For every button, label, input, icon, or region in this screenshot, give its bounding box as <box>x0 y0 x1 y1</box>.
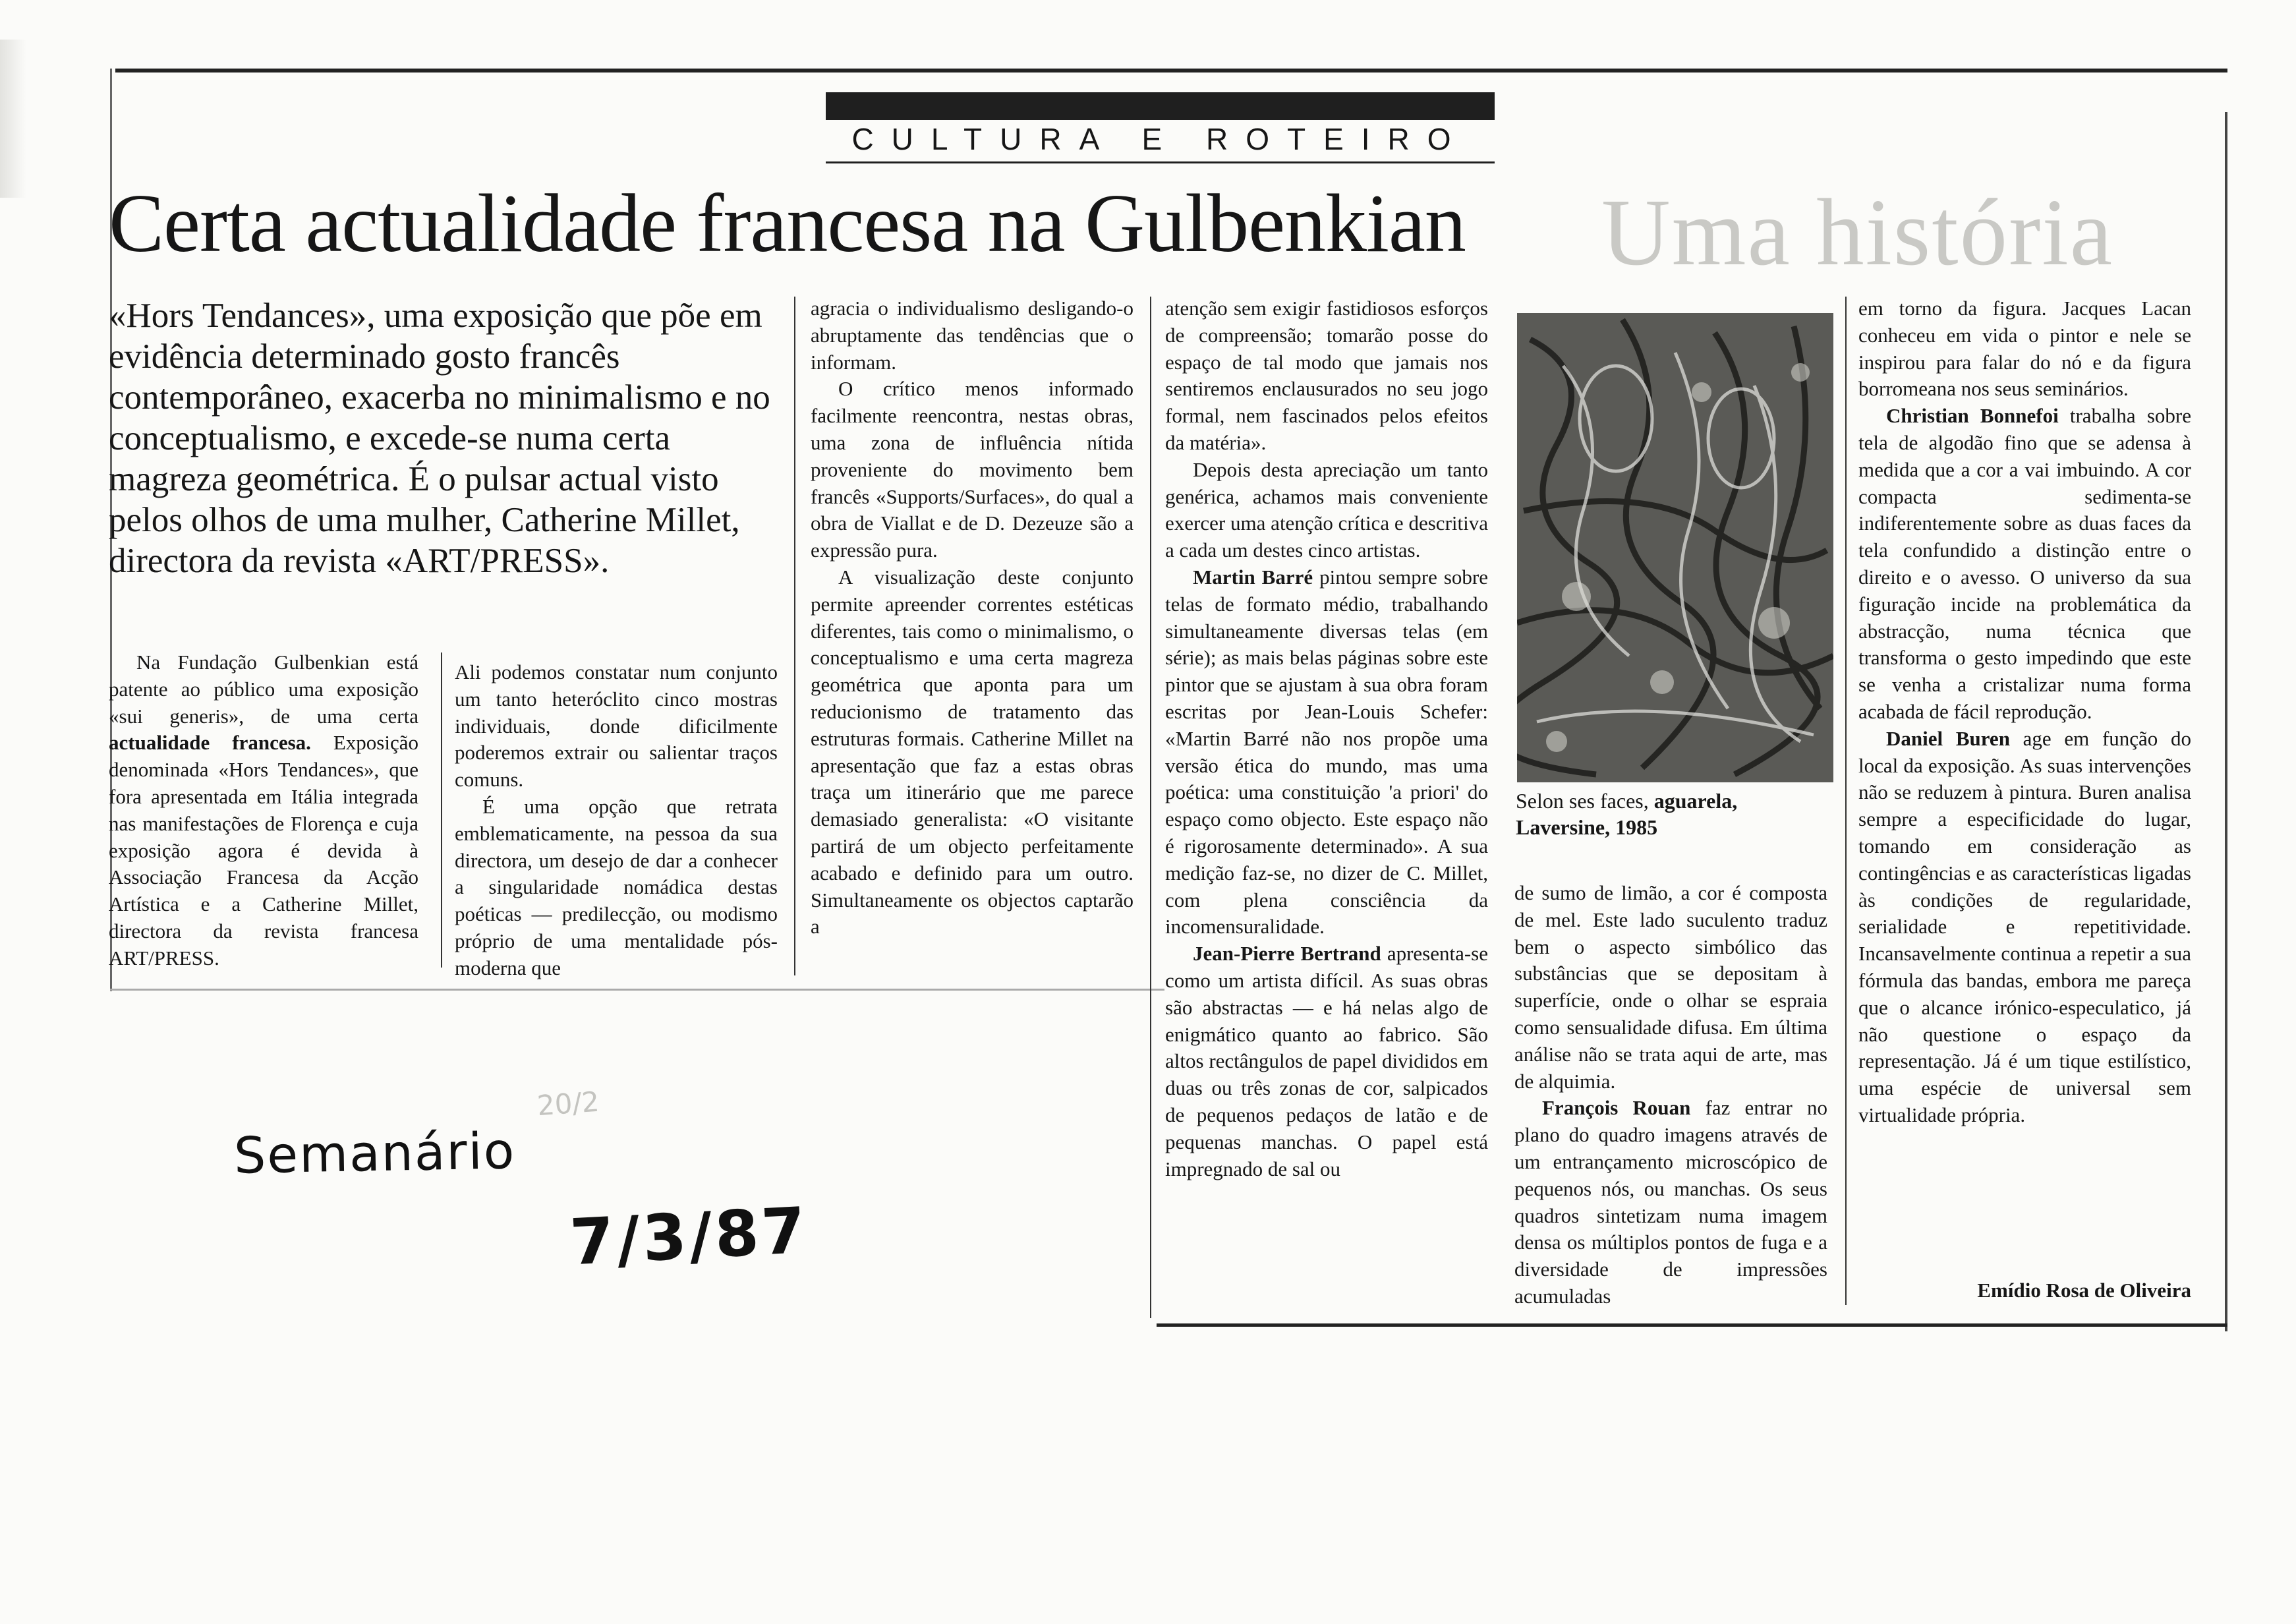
section-rule <box>826 161 1495 163</box>
paragraph: Christian Bonnefoi trabalha sobre tela de algodão fino que se adensa à medida que a cor a vai imbuindo. A cor compacta sedimenta-se indiferentemente sobre as duas faces da tela confundido a distinção entre o direito e o avesso. O universo da sua figuração incide na problemática da abstracção, numa técnica que transforma o gesto impedindo que este se venha a cristalizar numa forma acabada de fácil reprodução. <box>1858 404 2191 723</box>
artwork-photo <box>1517 313 1833 782</box>
column-rule <box>1845 297 1847 1305</box>
paragraph: O crítico menos informado facilmente reencontra, nestas obras, uma zona de influência nítida proveniente do movimento bem francês «Supports/Surfaces», do qual a obra de Viallat e de D. Dezeuze são a expressão pura. <box>811 377 1134 562</box>
clipping-cut-line <box>110 989 1164 991</box>
photo-caption: Selon ses faces, aguarela, Laversine, 1985 <box>1516 789 1738 839</box>
handwritten-publication: Semanário <box>233 1121 516 1185</box>
paragraph: Daniel Buren age em função do local da exposição. As suas intervenções não se reduzem à pintura. Buren analisa sempre a especificidade do lugar, tomando em consideração as contingências e as características ligadas às condições de regularidade, serialidade e repetitividade. Incansavelmente continua a repetir a sua fórmula das bandas, embora me pareça que o alcance irónico-especulatico, já não questione o espaço da representação. Já é um tique estilístico, uma espécie de universal sem virtualidade própria. <box>1858 726 2191 1126</box>
article-lede: «Hors Tendances», uma exposição que põe em evidência determinado gosto francês contemporâneo, exacerba no minimalismo e no conceptualismo, e excede-se numa certa magreza geométrica. É o pulsar actual visto pelos olhos de uma mulher, Catherine Millet, directora da revista «ART/PRESS». <box>109 297 770 580</box>
paragraph: A visualização deste conjunto permite apreender correntes estéticas diferentes, tais como o minimalismo, o conceptualismo e uma certa magreza geométrica que aponta para um reducionismo de tratamento das estruturas formais. Catherine Millet na apresentação que faz a estas obras traça um itinerário que me parece demasiado generalista: «O visitante partirá de um objecto perfeitamente acabado e definido para um outro. Simultaneamente os objectos captarão a <box>811 565 1134 939</box>
clipping-right-border <box>2225 112 2227 1331</box>
scan-edge-shadow <box>0 40 26 198</box>
article-headline: Certa actualidade francesa na Gulbenkian <box>109 178 1466 270</box>
paragraph: Jean-Pierre Bertrand apresenta-se como um artista difícil. As suas obras são abstractas — e há nelas algo de enigmático quanto ao fabrico. São altos rectângulos de papel divididos em duas ou três zonas de cor, salpicados de pequenos pedaços de latão e de pequenas manchas. O papel está impregnado de sal ou <box>1165 942 1489 1180</box>
section-bar <box>826 92 1495 120</box>
handwritten-faint-note: 20/2 <box>536 1085 600 1122</box>
paragraph: em torno da figura. Jacques Lacan conheceu em vida o pintor e nele se inspirou para falar do nó e da figura borromeana nos seus seminários. <box>1858 297 2191 401</box>
author-signature: Emídio Rosa de Oliveira <box>1977 1279 2191 1302</box>
clipping-bottom-border <box>1157 1323 2227 1327</box>
section-label: CULTURA E ROTEIRO <box>851 122 1469 156</box>
article-column-4 <box>1165 295 1488 1182</box>
handwritten-date: 7/3/87 <box>568 1193 810 1280</box>
column-rule <box>1150 297 1151 1318</box>
article-column-6 <box>1858 295 2191 1129</box>
clipping-top-border <box>115 69 2227 72</box>
paragraph: Na Fundação Gulbenkian está patente ao público uma exposição «sui generis», de uma certa actualidade francesa. Exposição denominada «Hors Tendances», que fora apresentada em Itália integrada nas manifestações de Florença e cuja exposição agora é devida à Associação Francesa da Acção Artística e a Catherine Millet, directora da revista francesa ART/PRESS. <box>109 651 418 970</box>
paragraph: É uma opção que retrata emblematicamente, na pessoa da sua directora, um desejo de dar a conhecer a singularidade nomádica destas poéticas — predilecção, ou modismo próprio de uma mentalidade pós-moderna que <box>455 794 778 979</box>
paragraph: de sumo de limão, a cor é composta de mel. Este lado suculento traduz bem o aspecto simbólico das substâncias que se depositam à superfície, onde o olhar se espraia como sensualidade difusa. Em última análise não se trata aqui de arte, mas de alquimia. <box>1514 881 1827 1093</box>
artwork-image <box>1517 313 1833 782</box>
article-column-2 <box>455 659 778 982</box>
column-rule <box>794 297 795 975</box>
article-column-3 <box>811 295 1134 941</box>
article-column-1 <box>109 649 418 972</box>
article-column-5 <box>1514 880 1827 1310</box>
bleed-through-headline: Uma história <box>1601 180 2114 285</box>
column-rule <box>441 652 442 968</box>
paragraph: François Rouan faz entrar no plano do quadro imagens através de um entrançamento microscópico de pequenos nós, ou manchas. Os seus quadros sintetizam numa imagem densa os múltiplos pontos de fuga e a diversidade de impressões acumuladas <box>1514 1096 1827 1308</box>
paragraph: Martin Barré pintou sempre sobre telas de formato médio, trabalhando simultaneamente diversas telas (em série); as mais belas páginas sobre este pintor que se ajustam à sua obra foram escritas por Jean-Louis Schefer: «Martin Barré não nos propõe uma versão ética do mundo, mas uma poética: uma constituição 'a priori' do espaço como objecto. Este espaço não é rigorosamente determinado». A sua medição faz-se, no dizer de C. Millet, com plena consciência da incomensuralidade. <box>1165 565 1488 939</box>
paragraph: atenção sem exigir fastidiosos esforços de compreensão; tomarão posse do espaço de tal modo que jamais nos sentiremos enclausurados no seu jogo formal, nem fascinados pelos efeitos da matéria». <box>1165 297 1488 454</box>
paragraph: Ali podemos constatar num conjunto um tanto heteróclito cinco mostras individuais, donde dificilmente poderemos extrair ou salientar traços comuns. <box>455 660 778 792</box>
paragraph: Depois desta apreciação um tanto genérica, achamos mais conveniente exercer uma atenção crítica e descritiva a cada um destes cinco artistas. <box>1165 457 1488 562</box>
paragraph: agracia o individualismo desligando-o abruptamente das tendências que o informam. <box>811 297 1134 374</box>
